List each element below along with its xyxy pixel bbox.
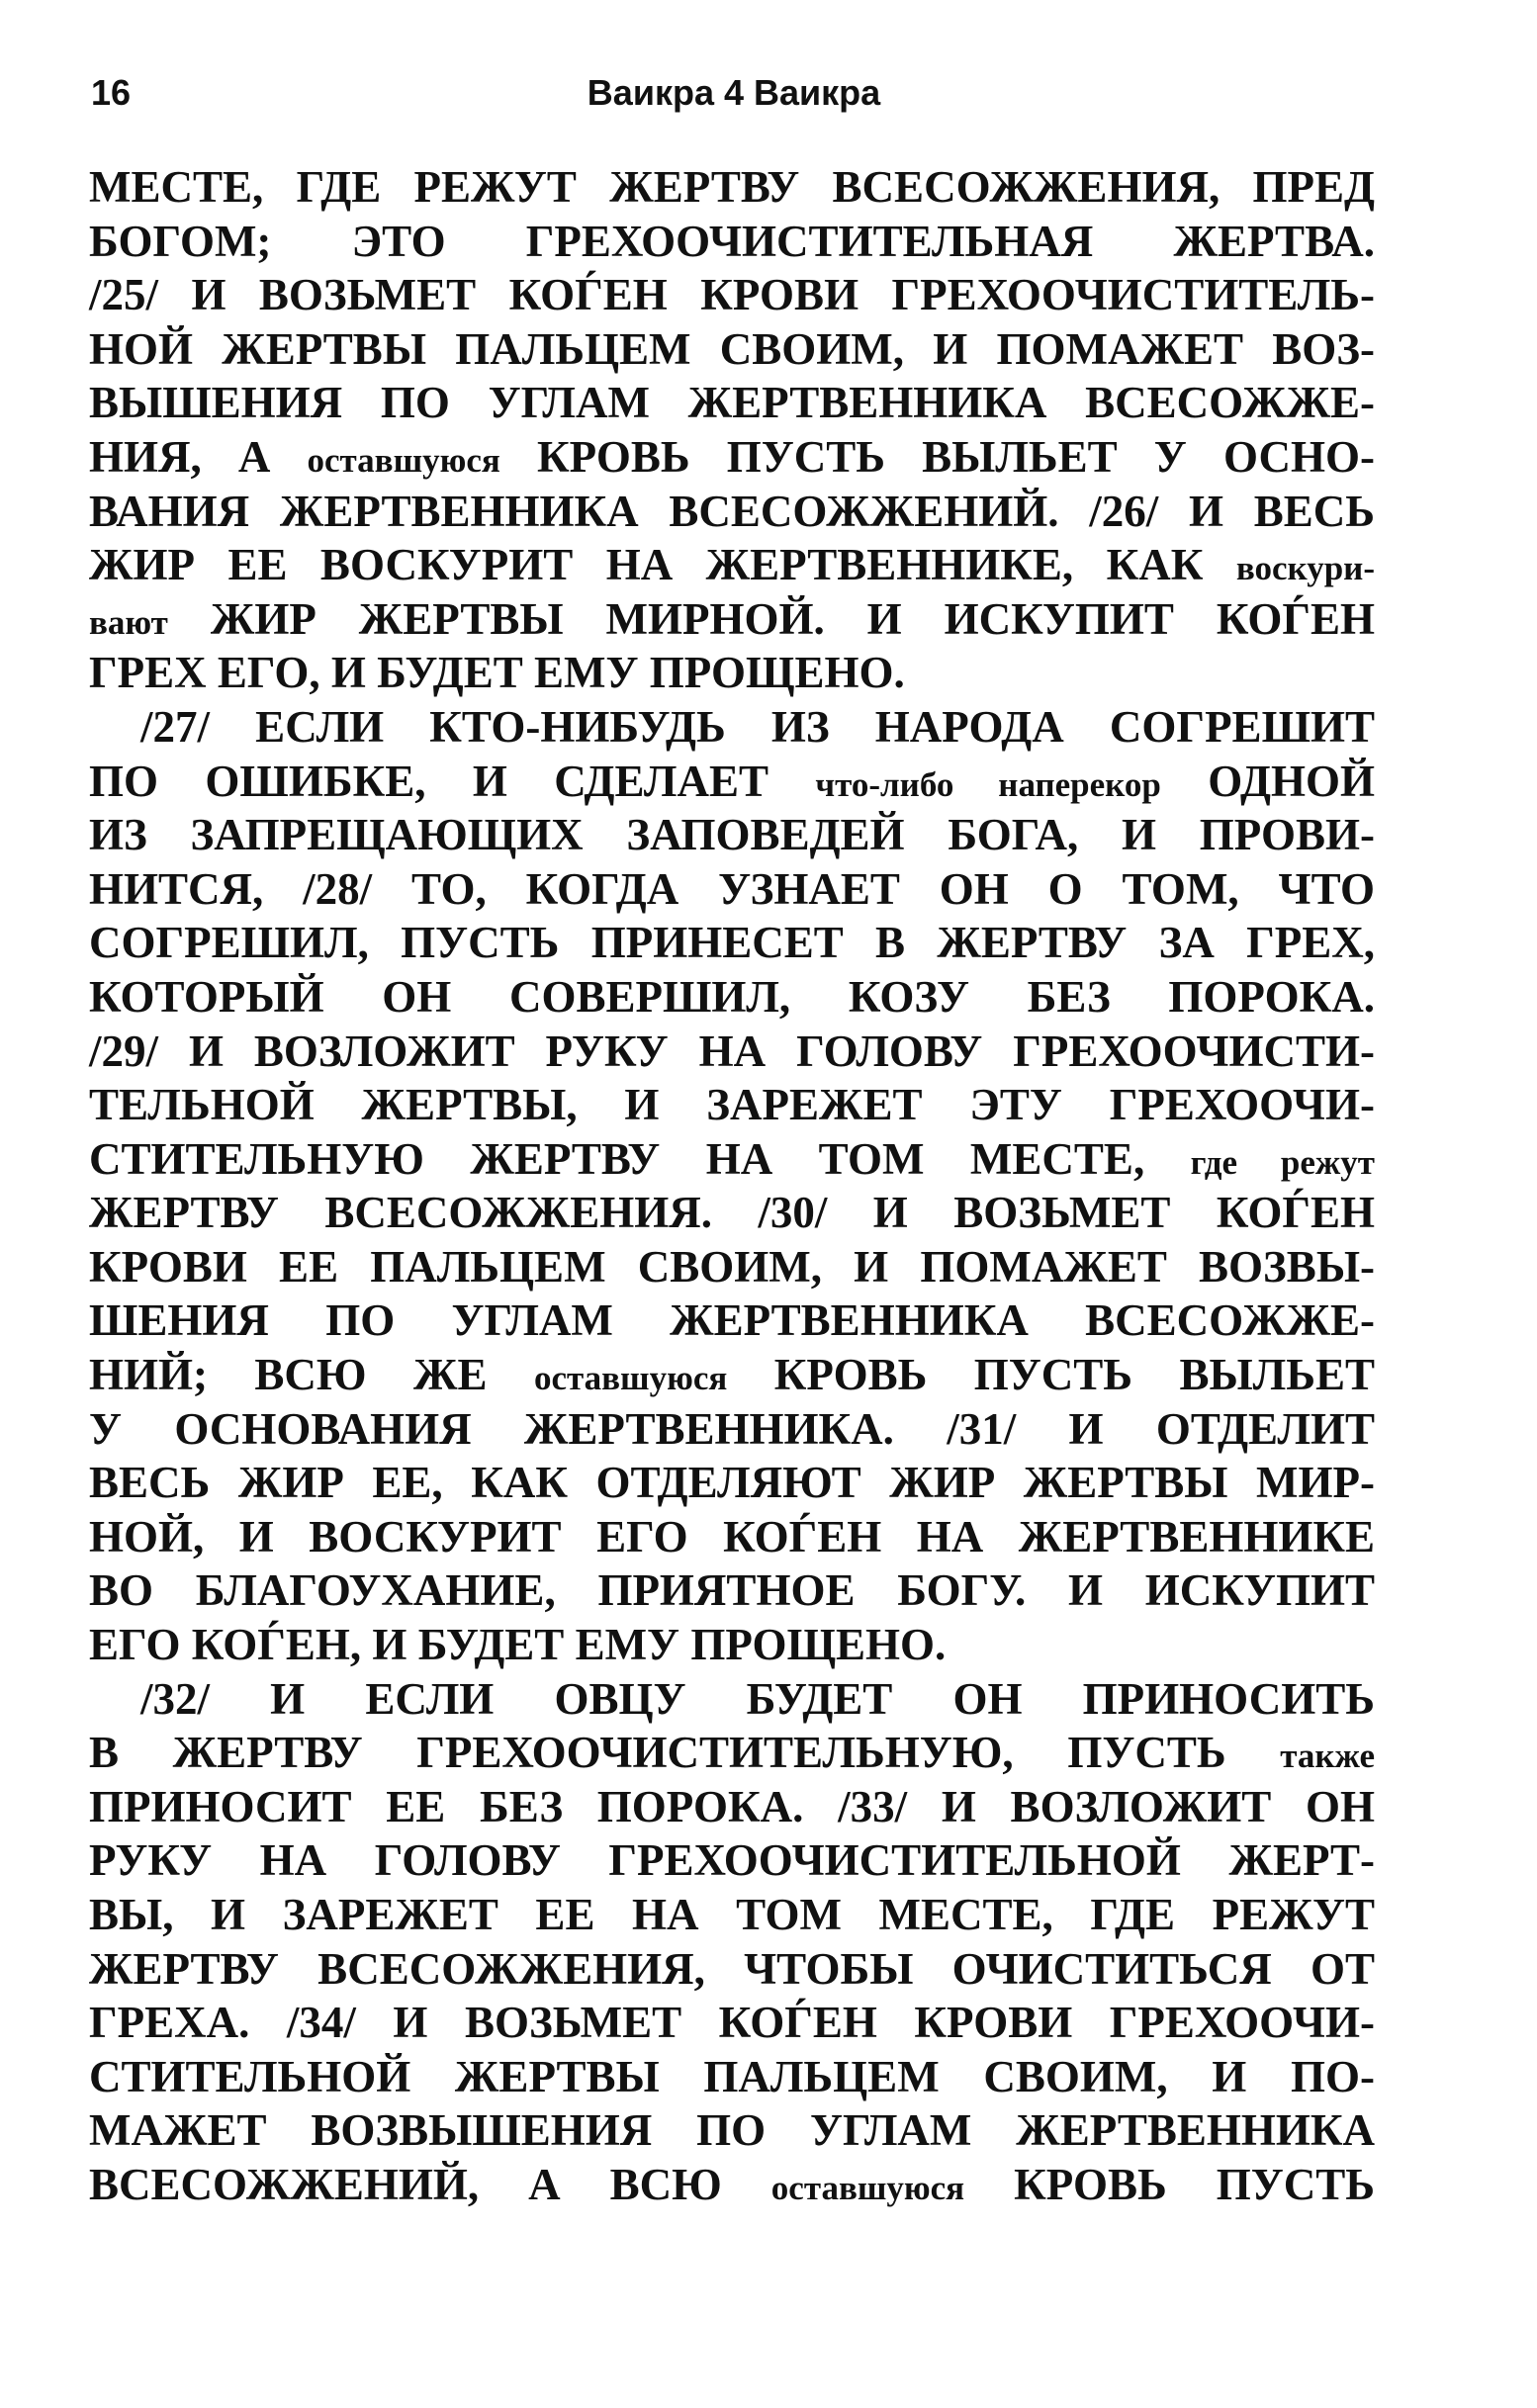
text-line: КРОВИ ЕЕ ПАЛЬЦЕМ СВОИМ, И ПОМАЖЕТ ВОЗВЫ- bbox=[89, 1241, 1375, 1292]
text-line: СОГРЕШИЛ, ПУСТЬ ПРИНЕСЕТ В ЖЕРТВУ ЗА ГРЕХ, bbox=[89, 918, 1375, 968]
text-line: НОЙ, И ВОСКУРИТ ЕГО КОЃЕН НА ЖЕРТВЕННИКЕ bbox=[89, 1511, 1375, 1561]
page-header bbox=[91, 63, 1377, 123]
text-line: СТИТЕЛЬНОЙ ЖЕРТВЫ ПАЛЬЦЕМ СВОИМ, И ПО- bbox=[89, 2051, 1375, 2101]
text-line: ВЫШЕНИЯ ПО УГЛАМ ЖЕРТВЕННИКА ВСЕСОЖЖЕ- bbox=[89, 378, 1375, 428]
text-line: ГРЕХ ЕГО, И БУДЕТ ЕМУ ПРОЩЕНО. bbox=[89, 648, 905, 698]
text-line: СТИТЕЛЬНУЮ ЖЕРТВУ НА ТОМ МЕСТЕ, где режут bbox=[89, 1133, 1375, 1184]
text-line: ГРЕХА. /34/ И ВОЗЬМЕТ КОЃЕН КРОВИ ГРЕХООЧИ- bbox=[89, 1998, 1375, 2048]
text-line: МАЖЕТ ВОЗВЫШЕНИЯ ПО УГЛАМ ЖЕРТВЕННИКА bbox=[89, 2105, 1375, 2156]
text-line: ЖЕРТВУ ВСЕСОЖЖЕНИЯ. /30/ И ВОЗЬМЕТ КОЃЕН bbox=[89, 1188, 1375, 1238]
text-line: вают ЖИР ЖЕРТВЫ МИРНОЙ. И ИСКУПИТ КОЃЕН bbox=[89, 593, 1375, 644]
text-line: МЕСТЕ, ГДЕ РЕЖУТ ЖЕРТВУ ВСЕСОЖЖЕНИЯ, ПРЕД bbox=[89, 162, 1375, 212]
text-line: ТЕЛЬНОЙ ЖЕРТВЫ, И ЗАРЕЖЕТ ЭТУ ГРЕХООЧИ- bbox=[89, 1080, 1375, 1130]
text-line: ЖЕРТВУ ВСЕСОЖЖЕНИЯ, ЧТОБЫ ОЧИСТИТЬСЯ ОТ bbox=[89, 1943, 1375, 1994]
text-line: ВО БЛАГОУХАНИЕ, ПРИЯТНОЕ БОГУ. И ИСКУПИТ bbox=[89, 1565, 1375, 1616]
text-line: /27/ ЕСЛИ КТО-НИБУДЬ ИЗ НАРОДА СОГРЕШИТ bbox=[140, 701, 1375, 752]
text-line: НИЙ; ВСЮ ЖЕ оставшуюся КРОВЬ ПУСТЬ ВЫЛЬЕТ bbox=[89, 1350, 1375, 1400]
text-line: В ЖЕРТВУ ГРЕХООЧИСТИТЕЛЬНУЮ, ПУСТЬ также bbox=[89, 1728, 1375, 1778]
text-line: /25/ И ВОЗЬМЕТ КОЃЕН КРОВИ ГРЕХООЧИСТИТЕЛЬ- bbox=[89, 270, 1375, 320]
text-line: БОГОМ; ЭТО ГРЕХООЧИСТИТЕЛЬНАЯ ЖЕРТВА. bbox=[89, 216, 1375, 266]
text-line: ШЕНИЯ ПО УГЛАМ ЖЕРТВЕННИКА ВСЕСОЖЖЕ- bbox=[89, 1295, 1375, 1346]
text-line: НИТСЯ, /28/ ТО, КОГДА УЗНАЕТ ОН О ТОМ, ЧТО bbox=[89, 863, 1375, 914]
text-line: КОТОРЫЙ ОН СОВЕРШИЛ, КОЗУ БЕЗ ПОРОКА. bbox=[89, 971, 1375, 1022]
text-line: ИЗ ЗАПРЕЩАЮЩИХ ЗАПОВЕДЕЙ БОГА, И ПРОВИ- bbox=[89, 810, 1375, 860]
text-line: ЖИР ЕЕ ВОСКУРИТ НА ЖЕРТВЕННИКЕ, КАК воскури- bbox=[89, 540, 1375, 590]
text-line: У ОСНОВАНИЯ ЖЕРТВЕННИКА. /31/ И ОТДЕЛИТ bbox=[89, 1403, 1375, 1454]
text-line: ВАНИЯ ЖЕРТВЕННИКА ВСЕСОЖЖЕНИЙ. /26/ И ВЕСЬ bbox=[89, 486, 1375, 536]
text-line: ВЕСЬ ЖИР ЕЕ, КАК ОТДЕЛЯЮТ ЖИР ЖЕРТВЫ МИР- bbox=[89, 1458, 1375, 1508]
text-line: /29/ И ВОЗЛОЖИТ РУКУ НА ГОЛОВУ ГРЕХООЧИСТИ- bbox=[89, 1026, 1375, 1076]
text-line: ВЫ, И ЗАРЕЖЕТ ЕЕ НА ТОМ МЕСТЕ, ГДЕ РЕЖУТ bbox=[89, 1890, 1375, 1939]
text-line: НИЯ, А оставшуюся КРОВЬ ПУСТЬ ВЫЛЬЕТ У ОСНО- bbox=[89, 431, 1375, 482]
body-text bbox=[89, 160, 1375, 2212]
text-line: РУКУ НА ГОЛОВУ ГРЕХООЧИСТИТЕЛЬНОЙ ЖЕРТ- bbox=[89, 1835, 1375, 1886]
text-line: НОЙ ЖЕРТВЫ ПАЛЬЦЕМ СВОИМ, И ПОМАЖЕТ ВОЗ- bbox=[89, 323, 1375, 374]
text-line: ЕГО КОЃЕН, И БУДЕТ ЕМУ ПРОЩЕНО. bbox=[89, 1620, 947, 1670]
text-line: ВСЕСОЖЖЕНИЙ, А ВСЮ оставшуюся КРОВЬ ПУСТЬ bbox=[89, 2159, 1375, 2209]
running-title: Ваикра 4 Ваикра bbox=[587, 72, 881, 113]
text-line: ПРИНОСИТ ЕЕ БЕЗ ПОРОКА. /33/ И ВОЗЛОЖИТ ОН bbox=[89, 1781, 1375, 1831]
text-line: ПО ОШИБКЕ, И СДЕЛАЕТ что-либо наперекор ОДНОЙ bbox=[89, 756, 1375, 806]
text-line: /32/ И ЕСЛИ ОВЦУ БУДЕТ ОН ПРИНОСИТЬ bbox=[140, 1673, 1375, 1724]
page-number: 16 bbox=[91, 72, 132, 113]
